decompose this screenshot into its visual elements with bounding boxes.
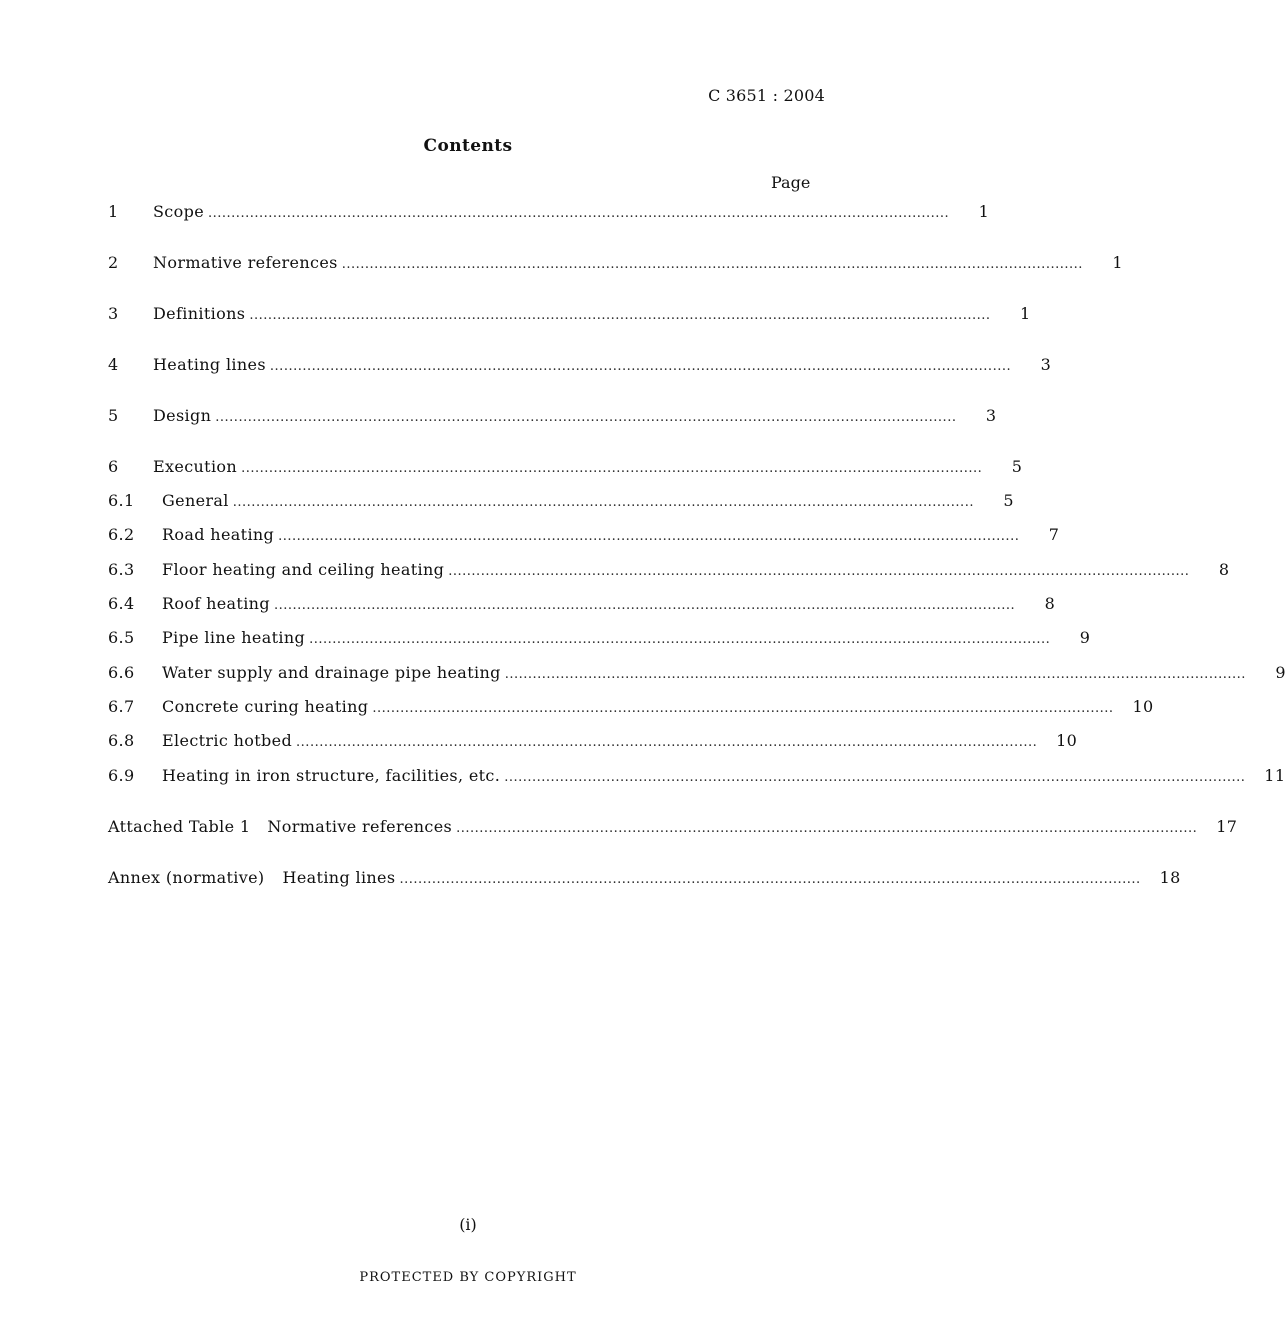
page-number: (i) — [459, 1215, 477, 1234]
copyright-notice: PROTECTED BY COPYRIGHT — [359, 1270, 577, 1285]
toc-entry-number: 6.2 — [108, 525, 135, 544]
toc-entry-title: Normative references — [153, 253, 338, 272]
toc-entry-attached-table[interactable] — [108, 817, 1238, 841]
toc-entry-number: 6 — [108, 457, 119, 476]
toc-entry-6-8[interactable] — [108, 731, 1078, 755]
toc-entry-page: 10 — [1132, 697, 1154, 716]
toc-entry-title: Definitions — [153, 304, 246, 323]
toc-entry-1[interactable] — [108, 202, 990, 226]
toc-entry-title: Heating lines — [282, 868, 396, 887]
toc-entry-number: 5 — [108, 406, 119, 425]
toc-entry-6-4[interactable] — [108, 594, 1056, 618]
toc-entry-page: 18 — [1159, 868, 1181, 887]
toc-entry-title: Heating in iron structure, facilities, etc. — [162, 766, 501, 785]
toc-entry-number: 6.7 — [108, 697, 135, 716]
toc-entry-6-3[interactable] — [108, 560, 1230, 584]
toc-entry-title: Electric hotbed — [162, 731, 293, 750]
toc-entry-number: 6.4 — [108, 594, 135, 613]
toc-entry-page: 7 — [1048, 525, 1060, 544]
toc-entry-number: 6.5 — [108, 628, 135, 647]
dot-leader: ................................................................................................................................................................ — [241, 461, 983, 476]
toc-entry-number: 6.9 — [108, 766, 135, 785]
toc-entry-6-1[interactable] — [108, 491, 1014, 515]
dot-leader: ................................................................................................................................................................ — [456, 821, 1198, 836]
toc-entry-page: 1 — [978, 202, 990, 221]
dot-leader: ................................................................................................................................................................ — [399, 872, 1141, 887]
dot-leader: ................................................................................................................................................................ — [504, 667, 1246, 682]
toc-entry-page: 10 — [1056, 731, 1078, 750]
toc-entry-annex[interactable] — [108, 868, 1181, 892]
toc-entry-page: 11 — [1264, 766, 1286, 785]
toc-entry-title: Water supply and drainage pipe heating — [162, 663, 501, 682]
toc-entry-prefix: Attached Table 1 — [108, 817, 251, 836]
toc-entry-6-5[interactable] — [108, 628, 1091, 652]
toc-entry-page: 3 — [1040, 355, 1052, 374]
toc-entry-number: 6.1 — [108, 491, 135, 510]
toc-entry-title: Design — [153, 406, 212, 425]
toc-entry-6-9[interactable] — [108, 766, 1286, 790]
toc-entry-title: Roof heating — [162, 594, 270, 613]
toc-entry-title: Road heating — [162, 525, 275, 544]
dot-leader: ................................................................................................................................................................ — [448, 564, 1190, 579]
toc-entry-6-2[interactable] — [108, 525, 1060, 549]
dot-leader: ................................................................................................................................................................ — [504, 770, 1246, 785]
dot-leader: ................................................................................................................................................................ — [309, 632, 1051, 647]
toc-entry-3[interactable] — [108, 304, 1031, 328]
toc-entry-6-7[interactable] — [108, 697, 1154, 721]
toc-entry-2[interactable] — [108, 253, 1123, 277]
contents-title: Contents — [423, 136, 513, 156]
dot-leader: ................................................................................................................................................................ — [232, 495, 974, 510]
dot-leader: ................................................................................................................................................................ — [372, 701, 1114, 716]
toc-entry-page: 5 — [1003, 491, 1014, 510]
toc-entry-page: 17 — [1216, 817, 1238, 836]
toc-entry-prefix: Annex (normative) — [108, 868, 265, 887]
toc-entry-title: Concrete curing heating — [162, 697, 369, 716]
dot-leader: ................................................................................................................................................................ — [249, 308, 991, 323]
toc-entry-number: 6.3 — [108, 560, 135, 579]
dot-leader: ................................................................................................................................................................ — [215, 410, 957, 425]
doc-code: C 3651 : 2004 — [708, 86, 825, 105]
toc-entry-number: 6.8 — [108, 731, 135, 750]
toc-entry-page: 5 — [1011, 457, 1023, 476]
toc-entry-title: Normative references — [267, 817, 453, 836]
toc-entry-page: 8 — [1218, 560, 1230, 579]
dot-leader: ................................................................................................................................................................ — [273, 598, 1016, 613]
toc-entry-page: 9 — [1275, 663, 1286, 682]
page-column-label: Page — [771, 173, 811, 192]
toc-entry-number: 6.6 — [108, 663, 135, 682]
toc-entry-number: 2 — [108, 253, 119, 272]
toc-entry-title: General — [162, 491, 229, 510]
dot-leader: ................................................................................................................................................................ — [208, 206, 950, 221]
toc-entry-title: Floor heating and ceiling heating — [162, 560, 445, 579]
toc-entry-number: 4 — [108, 355, 119, 374]
toc-entry-4[interactable] — [108, 355, 1052, 379]
dot-leader: ................................................................................................................................................................ — [341, 257, 1083, 272]
toc-entry-page: 1 — [1112, 253, 1123, 272]
toc-entry-6-6[interactable] — [108, 663, 1286, 687]
toc-entry-page: 9 — [1079, 628, 1091, 647]
toc-entry-page: 3 — [985, 406, 997, 425]
toc-entry-page: 8 — [1044, 594, 1056, 613]
toc-entry-title: Pipe line heating — [162, 628, 306, 647]
dot-leader: ................................................................................................................................................................ — [278, 529, 1020, 544]
toc-entry-5[interactable] — [108, 406, 997, 430]
toc-entry-title: Scope — [153, 202, 205, 221]
toc-entry-6[interactable] — [108, 457, 1023, 481]
toc-entry-number: 1 — [108, 202, 119, 221]
toc-entry-number: 3 — [108, 304, 119, 323]
toc-entry-page: 1 — [1019, 304, 1031, 323]
dot-leader: ................................................................................................................................................................ — [269, 359, 1012, 374]
toc-entry-title: Heating lines — [153, 355, 266, 374]
toc-entry-title: Execution — [153, 457, 238, 476]
dot-leader: ................................................................................................................................................................ — [296, 735, 1038, 750]
